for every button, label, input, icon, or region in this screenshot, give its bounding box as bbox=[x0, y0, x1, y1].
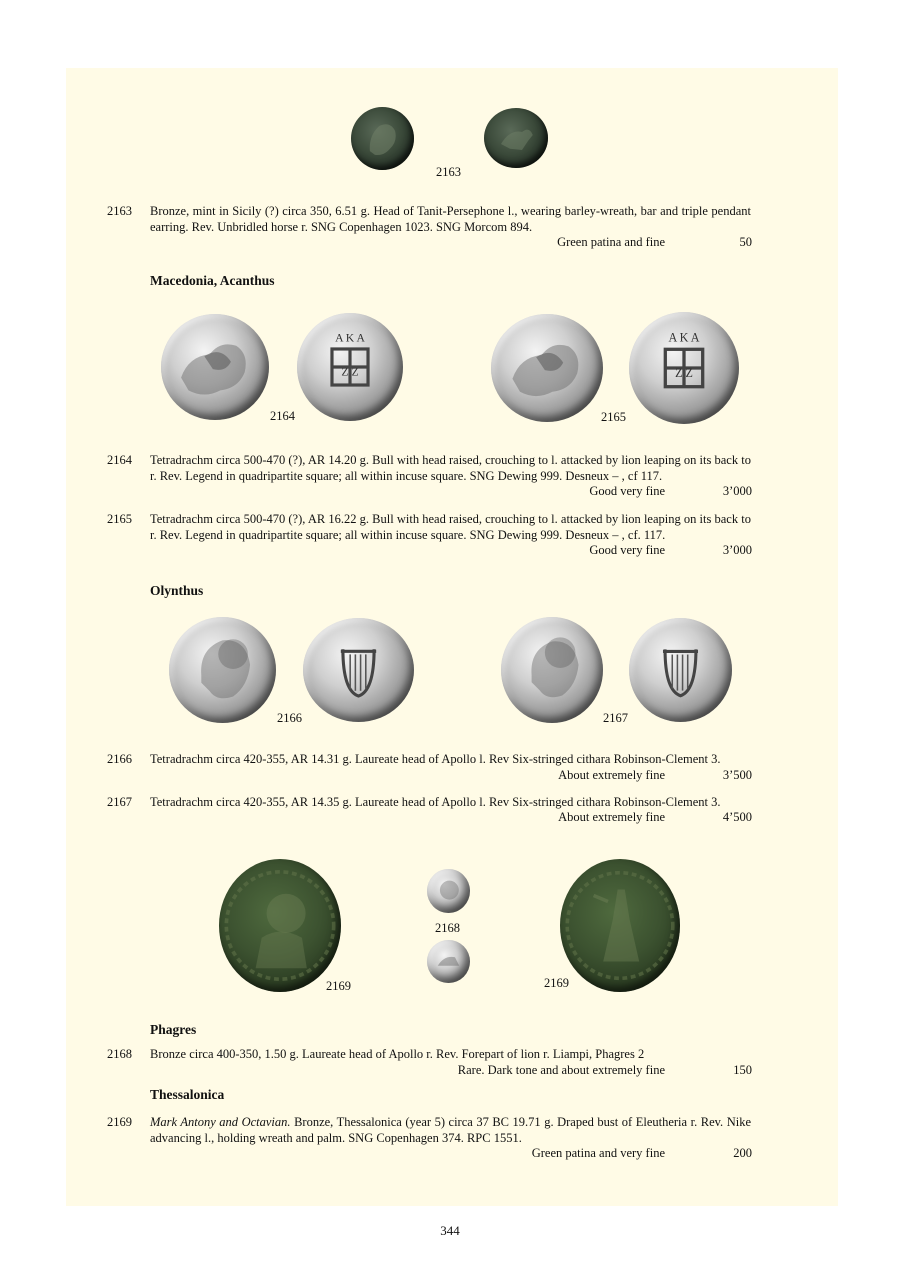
coin-2168-reverse bbox=[427, 940, 470, 983]
svg-text:Α Κ Α: Α Κ Α bbox=[335, 331, 365, 345]
coin-2167-reverse bbox=[629, 618, 732, 722]
coin-2168-obverse bbox=[427, 869, 470, 913]
coin-2163-reverse bbox=[484, 108, 548, 168]
coin-2164-reverse bbox=[297, 313, 403, 421]
lot-price: 150 bbox=[733, 1063, 752, 1077]
svg-text:Ζ Ζ: Ζ Ζ bbox=[341, 365, 359, 379]
coin-2166-obverse bbox=[169, 617, 276, 723]
lot-grade: Rare. Dark tone and about extremely fine bbox=[457, 1063, 665, 1077]
caption-2169-right: 2169 bbox=[544, 976, 569, 990]
lot-grade: Good very fine bbox=[589, 484, 665, 498]
section-heading: Phagres bbox=[150, 1022, 197, 1037]
lot-description: Tetradrachm circa 500-470 (?), AR 16.22 g. Bull with head raised, crouching to l. attacked by lion leaping on its back to r. Rev. Legend in quadripartite square; all within incuse square. SNG Dewing 999. Desneux – , cf. 117. bbox=[150, 512, 751, 542]
lot-price: 3’000 bbox=[722, 543, 752, 557]
coin-2167-obverse bbox=[501, 617, 603, 723]
lot-description-body: Bronze, Thessalonica (year 5) circa 37 BC 19.71 g. Draped bust of Eleutheria r. Rev. Nike advancing l., holding wreath and palm. SNG Copenhagen 374. RPC 1551. bbox=[150, 1115, 752, 1145]
coin-2164-obverse bbox=[161, 314, 269, 420]
lot-grade: Good very fine bbox=[589, 543, 665, 557]
lot-grade: About extremely fine bbox=[558, 810, 665, 824]
coin-2166-reverse bbox=[303, 618, 414, 722]
lot-description: Bronze circa 400-350, 1.50 g. Laureate head of Apollo r. Rev. Forepart of lion r. Liampi, Phagres 2 bbox=[150, 1047, 645, 1061]
page-number: 344 bbox=[440, 1223, 460, 1238]
lot-grade: About extremely fine bbox=[558, 768, 665, 782]
caption-2168: 2168 bbox=[435, 921, 460, 935]
caption-2167: 2167 bbox=[603, 711, 628, 725]
lot-price: 3’500 bbox=[722, 768, 752, 782]
lot-description: Bronze, mint in Sicily (?) circa 350, 6.51 g. Head of Tanit-Persephone l., wearing barley-wreath, bar and triple pendant earring. Rev. Unbridled horse r. SNG Copenhagen 1023. SNG Morcom 894. bbox=[150, 204, 751, 234]
lot-price: 3’000 bbox=[722, 484, 752, 498]
caption-2165: 2165 bbox=[601, 410, 626, 424]
lot-grade: Green patina and fine bbox=[557, 235, 665, 249]
coin-2163-obverse bbox=[351, 107, 414, 170]
lot-number: 2167 bbox=[107, 795, 132, 809]
svg-text:Α Κ Α: Α Κ Α bbox=[668, 330, 700, 345]
lot-number: 2166 bbox=[107, 752, 132, 766]
section-heading: Thessalonica bbox=[150, 1087, 225, 1102]
lot-number: 2165 bbox=[107, 512, 132, 526]
coin-2165-obverse bbox=[491, 314, 603, 422]
caption-2169-left: 2169 bbox=[326, 979, 351, 993]
lot-description: Tetradrachm circa 420-355, AR 14.31 g. Laureate head of Apollo l. Rev Six-stringed cithara Robinson-Clement 3. bbox=[150, 752, 721, 766]
lot-number: 2164 bbox=[107, 453, 132, 467]
lot-description bbox=[150, 1115, 751, 1146]
section-heading: Macedonia, Acanthus bbox=[150, 273, 275, 288]
lot-price: 4’500 bbox=[722, 810, 752, 824]
lot-description: Tetradrachm circa 420-355, AR 14.35 g. Laureate head of Apollo l. Rev Six-stringed cithara Robinson-Clement 3. bbox=[150, 795, 721, 809]
caption-2166: 2166 bbox=[277, 711, 302, 725]
lot-price: 50 bbox=[739, 235, 752, 249]
lot-number: 2169 bbox=[107, 1115, 132, 1129]
coin-2169-obverse bbox=[219, 859, 341, 992]
lot-grade: Green patina and very fine bbox=[531, 1146, 665, 1160]
section-heading: Olynthus bbox=[150, 583, 204, 598]
lot-number: 2163 bbox=[107, 204, 132, 218]
lot-description: Tetradrachm circa 500-470 (?), AR 14.20 g. Bull with head raised, crouching to l. attacked by lion leaping on its back to r. Rev. Legend in quadripartite square; all within incuse square. SNG Dewing 999. Desneux – , cf 117. bbox=[150, 453, 751, 483]
svg-text:Ζ Ζ: Ζ Ζ bbox=[675, 365, 693, 380]
lot-description-italic: Mark Antony and Octavian. bbox=[150, 1115, 291, 1129]
lot-number: 2168 bbox=[107, 1047, 132, 1061]
lot-price: 200 bbox=[733, 1146, 752, 1160]
caption-2164: 2164 bbox=[270, 409, 295, 423]
caption-2163: 2163 bbox=[436, 165, 461, 179]
coin-2165-reverse bbox=[629, 312, 739, 424]
coin-2169-reverse bbox=[560, 859, 680, 992]
